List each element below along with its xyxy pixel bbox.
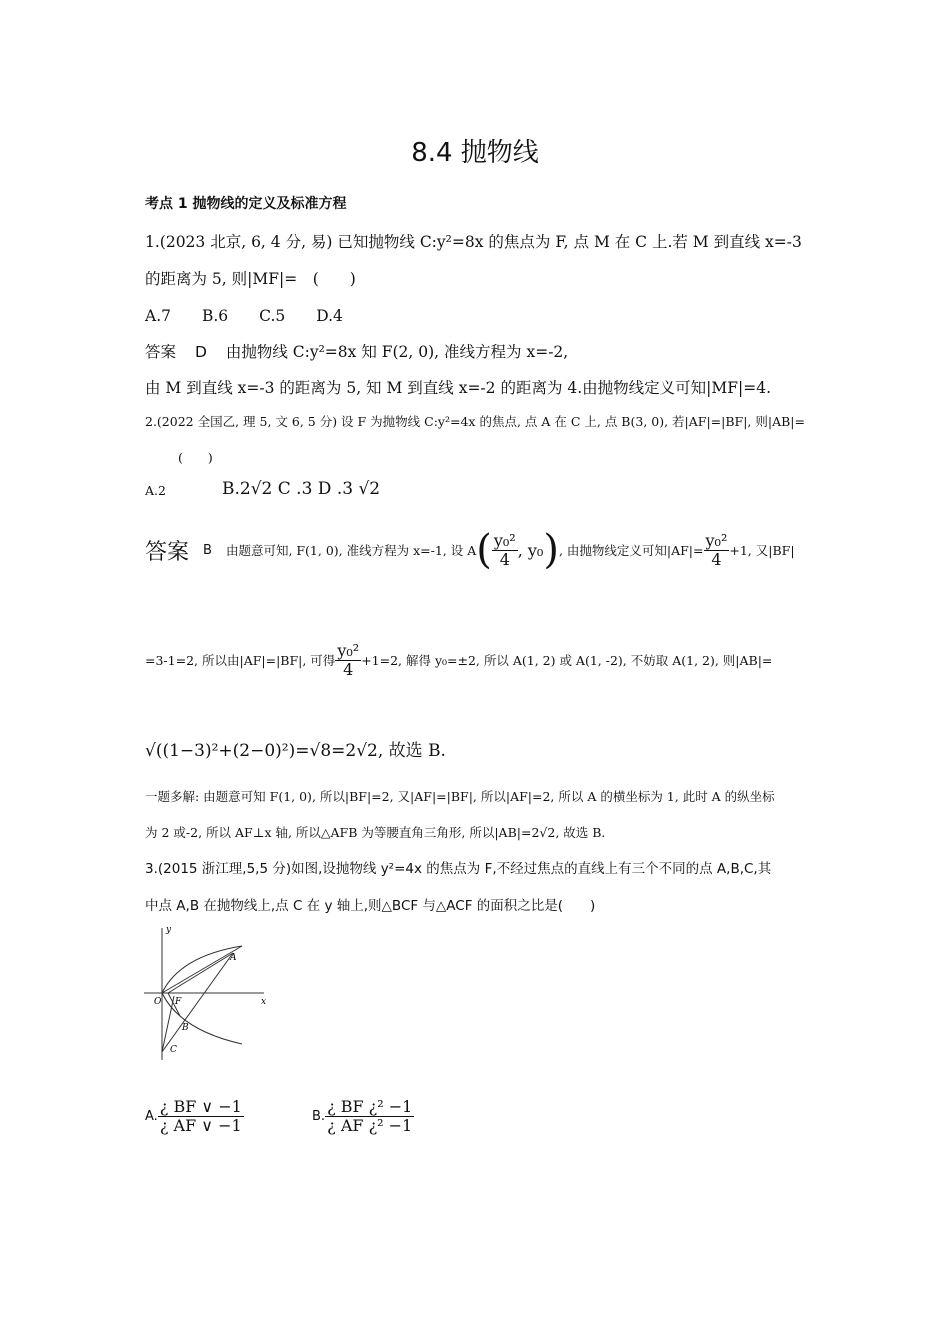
answer-label: 答案 xyxy=(145,539,190,565)
fraction-denominator: ¿ AF ∨ −1 xyxy=(159,1115,242,1135)
fraction xyxy=(158,1098,244,1134)
q3-option-a xyxy=(145,1098,244,1134)
right-paren: ) xyxy=(543,527,559,573)
q2-alt-line2: 为 2 或-2, 所以 AF⊥x 轴, 所以△AFB 为等腰直角三角形, 所以|AB|=2√2, 故选 B. xyxy=(145,825,606,840)
q2-alt-line1: 一题多解: 由题意可知 F(1, 0), 所以|BF|=2, 又|AF|=|BF|, 所以|AF|=2, 所以 A 的横坐标为 1, 此时 A 的纵坐标 xyxy=(145,789,775,804)
q2-answer xyxy=(145,522,795,578)
q1-answer-line2: 由 M 到直线 x=-3 的距离为 5, 知 M 到直线 x=-2 的距离为 4.由抛物线定义可知|MF|=4. xyxy=(145,379,772,397)
fraction-numerator: y₀² xyxy=(493,530,516,550)
option-label: B. xyxy=(312,1108,326,1124)
fraction xyxy=(325,1098,414,1134)
q3-line1: 3.(2015 浙江理,5,5 分)如图,设抛物线 y²=4x 的焦点为 F,不经过焦点的直线上有三个不同的点 A,B,C,其 xyxy=(145,861,772,877)
answer-letter: B xyxy=(203,542,212,558)
fraction-numerator: y₀² xyxy=(337,640,360,660)
q2-answer-text-c: +1, 又|BF| xyxy=(729,543,795,558)
fraction-denominator: ¿ AF ¿² −1 xyxy=(327,1115,413,1135)
fraction-numerator: ¿ BF ∨ −1 xyxy=(159,1097,242,1116)
label-c: C xyxy=(170,1045,177,1055)
left-paren: ( xyxy=(476,527,492,573)
q1-line1: 1.(2023 北京, 6, 4 分, 易) 已知抛物线 C:y²=8x 的焦点为 F, 点 M 在 C 上.若 M 到直线 x=-3 xyxy=(145,233,802,251)
q1-line2: 的距离为 5, 则|MF|= ( ) xyxy=(145,270,356,288)
q1-answer xyxy=(145,340,568,362)
q2-answer-line3: √((1−3)²+(2−0)²)=√8=2√2, 故选 B. xyxy=(145,741,446,761)
label-x: x xyxy=(261,997,267,1007)
q2-option-a: A.2 xyxy=(145,483,166,498)
fraction-denominator: 4 xyxy=(499,549,510,569)
q2-answer-text-b: , 由抛物线定义可知|AF|= xyxy=(558,543,704,558)
label-a: A xyxy=(230,953,237,963)
page-title: 8.4 抛物线 xyxy=(411,138,539,168)
fraction-denominator: 4 xyxy=(711,549,722,569)
option-label: A. xyxy=(145,1108,158,1124)
label-b: B xyxy=(182,1023,189,1033)
label-y: y xyxy=(166,925,172,935)
fraction-numerator: y₀² xyxy=(705,530,728,550)
q1-answer-text: 由抛物线 C:y²=8x 知 F(2, 0), 准线方程为 x=-2, xyxy=(225,343,569,361)
q2-answer-line2 xyxy=(145,634,772,686)
q2-options-rest: B.2√2 C .3 D .3 √2 xyxy=(222,479,381,499)
fraction-denominator: 4 xyxy=(343,659,354,679)
q2-line1: 2.(2022 全国乙, 理 5, 文 6, 5 分) 设 F 为抛物线 C:y²=4x 的焦点, 点 A 在 C 上, 点 B(3, 0), 若|AF|=|BF|, 则|AB|= xyxy=(145,414,805,429)
q2-answer-text-a: 由题意可知, F(1, 0), 准线方程为 x=-1, 设 A xyxy=(225,543,477,558)
section-heading: 考点 1 抛物线的定义及标准方程 xyxy=(145,196,347,212)
q2-paren: ( ) xyxy=(178,450,213,465)
fraction-numerator: ¿ BF ¿² −1 xyxy=(327,1097,413,1116)
q3-line2: 中点 A,B 在抛物线上,点 C 在 y 轴上,则△BCF 与△ACF 的面积之比是( ) xyxy=(145,898,596,914)
fraction xyxy=(335,642,361,678)
answer-label: 答案 xyxy=(145,343,177,361)
fraction xyxy=(704,532,730,568)
answer-letter: D xyxy=(194,343,207,361)
q3-option-b xyxy=(312,1098,414,1134)
y0-term: , y₀ xyxy=(517,540,544,560)
fraction xyxy=(492,532,518,568)
q2-answer2-text-b: +1=2, 解得 y₀=±2, 所以 A(1, 2) 或 A(1, -2), 不妨取 A(1, 2), 则|AB|= xyxy=(361,653,773,668)
label-o: O xyxy=(154,997,162,1007)
parabola-figure xyxy=(140,920,275,1065)
q2-answer2-text-a: =3-1=2, 所以由|AF|=|BF|, 可得 xyxy=(145,653,336,668)
q1-options: A.7 B.6 C.5 D.4 xyxy=(145,307,343,325)
label-f: F xyxy=(175,997,182,1007)
